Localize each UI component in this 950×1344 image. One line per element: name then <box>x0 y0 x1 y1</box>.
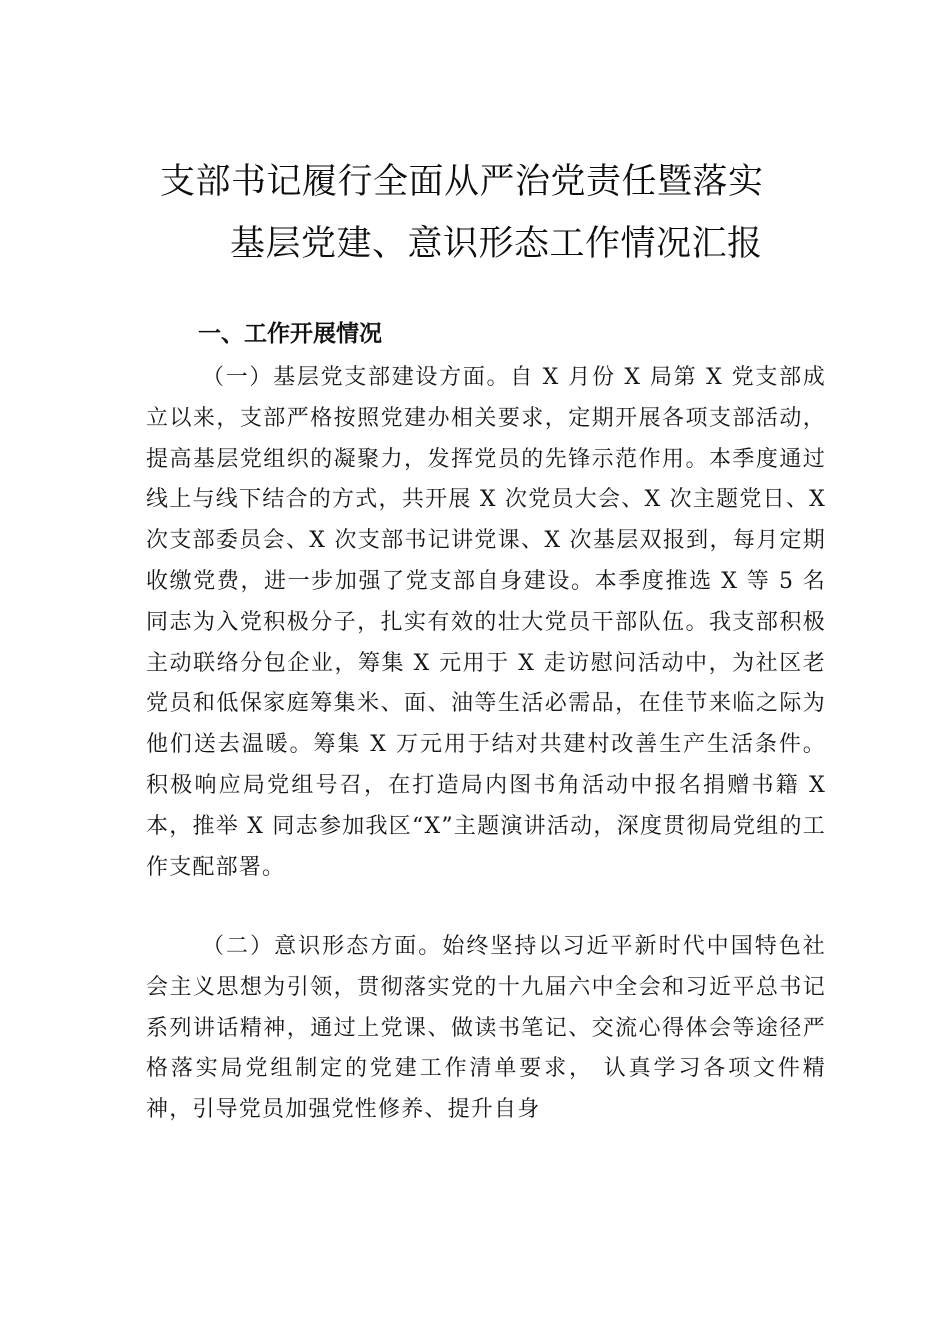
paragraph-party-branch-construction: （一）基层党支部建设方面。自 X 月份 X 局第 X 党支部成立以来，支部严格按照党建办相关要求，定期开展各项支部活动，提高基层党组织的凝聚力，发挥党员的先锋示范作用。本季度通过线上与线下结合的方式，共开展 X 次党员大会、X 次主题党日、X 次支部委员会、X 次支部书记讲党课、X 次基层双报到，每月定期收缴党费，进一步加强了党支部自身建设。本季度推选 X 等 5 名同志为入党积极分子，扎实有效的壮大党员干部队伍。我支部积极主动联络分包企业，筹集 X 元用于 X 走访慰问活动中，为社区老党员和低保家庭筹集米、面、油等生活必需品，在佳节来临之际为他们送去温暖。筹集 X 万元用于结对共建村改善生产生活条件。积极响应局党组号召，在打造局内图书角活动中报名捐赠书籍 X 本，推举 X 同志参加我区“X”主题演讲活动，深度贯彻局党组的工作支配部署。 <box>146 365 826 880</box>
document-title-line-2: 基层党建、意识形态工作情况汇报 <box>230 224 763 264</box>
section-heading: 一、工作开展情况 <box>198 321 382 347</box>
document-title-line-1: 支部书记履行全面从严治党责任暨落实 <box>160 162 764 202</box>
paragraph-ideology: （二）意识形态方面。始终坚持以习近平新时代中国特色社会主义思想为引领，贯彻落实党的十九届六中全会和习近平总书记系列讲话精神，通过上党课、做读书笔记、交流心得体会等途径严格落实局党组制定的党建工作清单要求， 认真学习各项文件精神，引导党员加强党性修养、提升自身 <box>146 934 826 1123</box>
